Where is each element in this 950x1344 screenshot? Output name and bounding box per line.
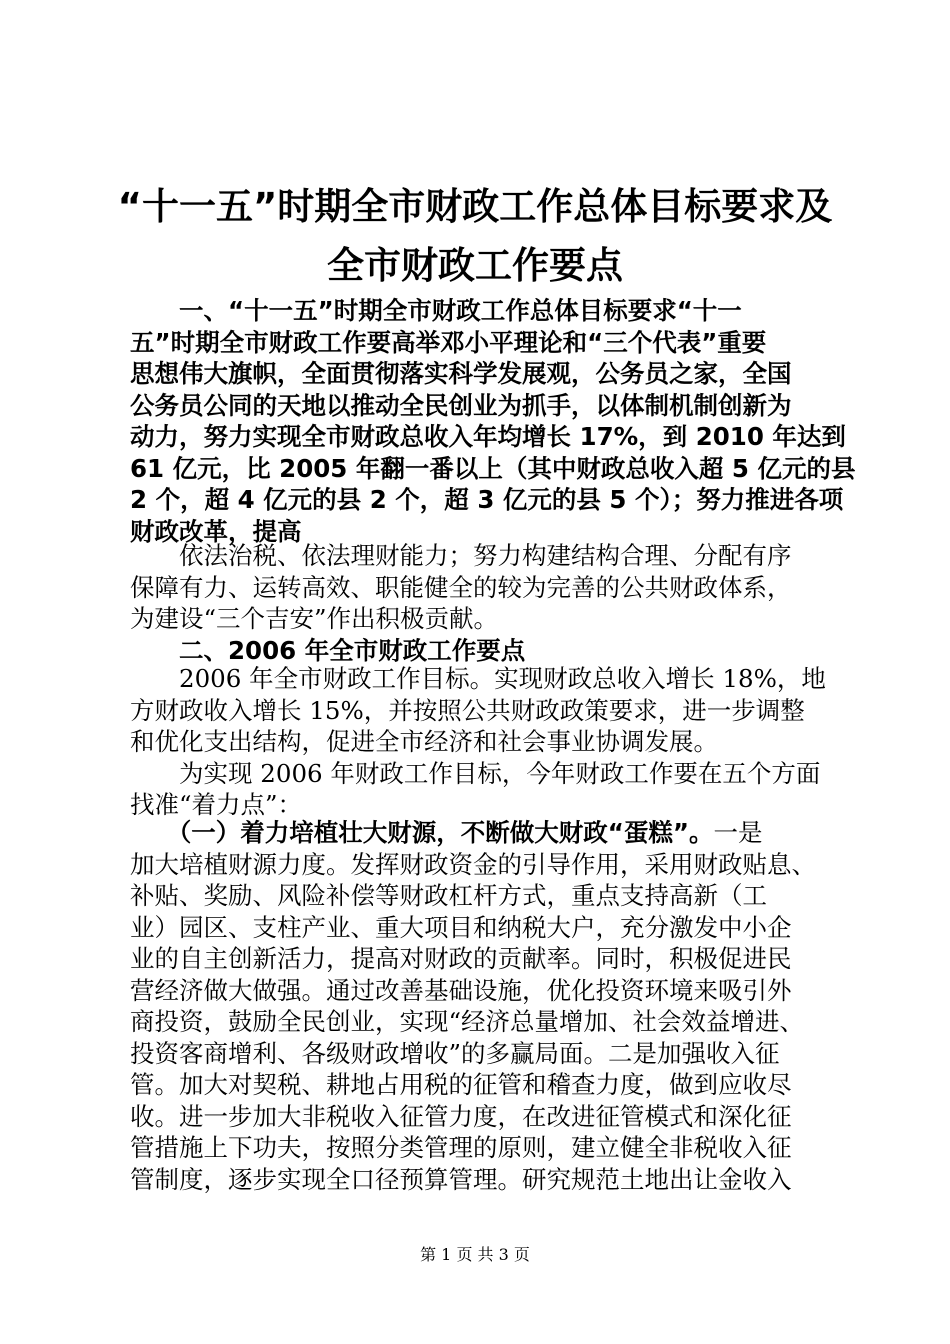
text-line: 动力，努力实现全市财政总收入年均增长 17%，到 2010 年达到 <box>130 422 846 451</box>
page-footer: 第 1 页 共 3 页 <box>420 1245 530 1264</box>
text-line: 补贴、奖励、风险补偿等财政杠杆方式，重点支持高新（工 <box>130 881 767 910</box>
section-heading: 二、2006 年全市财政工作要点 <box>130 636 526 665</box>
document-title-line-1: “十一五”时期全市财政工作总体目标要求及 <box>117 185 833 228</box>
document-title-line-2: 全市财政工作要点 <box>327 244 623 287</box>
item-1-paragraph <box>130 817 830 1195</box>
text-line: 和优化支出结构，促进全市经济和社会事业协调发展。 <box>130 727 718 756</box>
section-2-paragraph <box>130 663 830 821</box>
text-line: 营经济做大做强。通过改善基础设施，优化投资环境来吸引外 <box>130 975 792 1005</box>
text-line: 2 个，超 4 亿元的县 2 个，超 3 亿元的县 5 个）；努力推进各项 <box>130 485 844 514</box>
text-line: 五”时期全市财政工作要高举邓小平理论和“三个代表”重要 <box>130 327 767 357</box>
text-line: 一、“十一五”时期全市财政工作总体目标要求“十一 <box>130 296 742 325</box>
text-line: 管制度，逐步实现全口径预算管理。研究规范土地出让金收入 <box>130 1164 792 1194</box>
text-line: 保障有力、运转高效、职能健全的较为完善的公共财政体系， <box>130 572 792 602</box>
text-line: 商投资，鼓励全民创业，实现“经济总量增加、社会效益增进、 <box>130 1007 805 1036</box>
text-line: 业）园区、支柱产业、重大项目和纳税大户，充分激发中小企 <box>130 912 792 942</box>
item-1-heading: （一）着力培植壮大财源，不断做大财政“蛋糕”。 <box>130 818 714 847</box>
text-line: 找准“着力点”： <box>130 790 303 819</box>
section-2-heading <box>130 635 830 667</box>
text-line: 依法治税、依法理财能力；努力构建结构合理、分配有序 <box>130 541 792 570</box>
text-line: 2006 年全市财政工作目标。实现财政总收入增长 18%，地 <box>130 664 826 693</box>
item-1-first-line-rest: 一是 <box>713 818 763 847</box>
text-line: 收。进一步加大非税收入征管力度，在改进征管模式和深化征 <box>130 1101 792 1131</box>
text-line: 公务员公同的天地以推动全民创业为抓手，以体制机制创新为 <box>130 390 792 420</box>
text-line: 为建设“三个吉安”作出积极贡献。 <box>130 604 499 633</box>
text-line: 财政改革，提高 <box>130 516 302 546</box>
text-line: 业的自主创新活力，提高对财政的贡献率。同时，积极促进民 <box>130 944 792 973</box>
item-1-first-line <box>130 817 830 849</box>
section-1-paragraph <box>130 295 856 547</box>
text-line: 投资客商增利、各级财政增收”的多赢局面。二是加强收入征 <box>130 1038 780 1068</box>
text-line: 方财政收入增长 15%，并按照公共财政政策要求，进一步调整 <box>130 695 805 725</box>
text-line: 加大培植财源力度。发挥财政资金的引导作用，采用财政贴息、 <box>130 849 816 879</box>
text-line: 思想伟大旗帜，全面贯彻落实科学发展观，公务员之家，全国 <box>130 359 792 388</box>
text-line: 管措施上下功夫，按照分类管理的原则，建立健全非税收入征 <box>130 1133 792 1162</box>
section-1-continuation <box>130 540 830 635</box>
text-line: 为实现 2006 年财政工作目标，今年财政工作要在五个方面 <box>130 758 821 788</box>
text-line: 61 亿元，比 2005 年翻一番以上（其中财政总收入超 5 亿元的县 <box>130 453 856 483</box>
text-line: 管。加大对契税、耕地占用税的征管和稽查力度，做到应收尽 <box>130 1070 792 1099</box>
